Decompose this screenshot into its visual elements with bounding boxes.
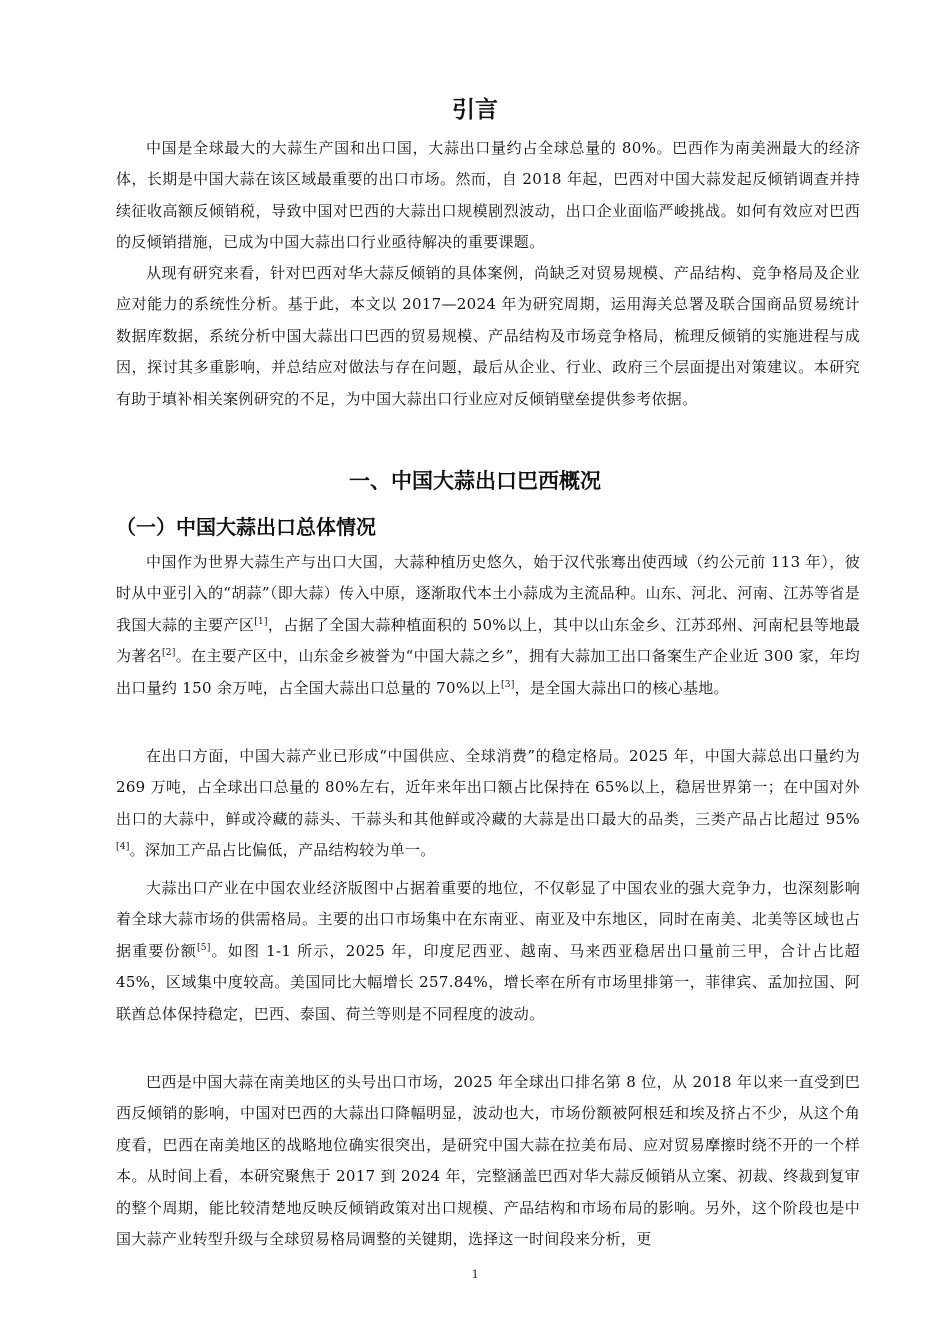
text-run: ，是全国大蒜出口的核心基地。 — [514, 678, 729, 697]
body-paragraph-4: 巴西是中国大蒜在南美地区的头号出口市场，2025 年全球出口排名第 8 位，从 2018 年以来一直受到巴西反倾销的影响，中国对巴西的大蒜出口降幅明显，波动也大，市场份额被阿根廷和埃及挤占不少，从这个角度看，巴西在南美地区的战略地位确实很突出，是研究中国大蒜在拉美布局、应对贸易摩擦时绕不开的一个样本。从时间上看，本研究聚焦于 2017 到 2024 年，完整涵盖巴西对华大蒜反倾销从立案、初裁、终裁到复审的整个周期，能比较清楚地反映反倾销政策对出口规模、产品结构和市场布局的影响。另外，这个阶段也是中国大蒜产业转型升级与全球贸易格局调整的关键期，选择这一时间段来分析，更 — [116, 1073, 860, 1249]
page-number: 1 — [471, 1266, 479, 1281]
intro-paragraph-1: 中国是全球最大的大蒜生产国和出口国，大蒜出口量约占全球总量的 80%。巴西作为南美洲最大的经济体，长期是中国大蒜在该区域最重要的出口市场。然而，自 2018 年起，巴西对中国大蒜发起反倾销调查并持续征收高额反倾销税，导致中国对巴西的大蒜出口规模剧烈波动，出口企业面临严峻挑战。如何有效应对巴西的反倾销措施，已成为中国大蒜出口行业亟待解决的重要课题。 — [116, 139, 860, 252]
citation-4: [4] — [116, 842, 130, 853]
text-run: 。在主要产区中，山东金乡被誉为“中国大蒜之乡”，拥有大蒜加工出口备案生产企业近 300 家，年均出口量约 150 余万吨，占全国大蒜出口总量的 70%以上 — [116, 647, 860, 697]
citation-3: [3] — [500, 679, 515, 690]
intro-heading: 引言 — [452, 97, 498, 123]
text-run: 。深加工产品占比偏低，产品结构较为单一。 — [129, 841, 436, 860]
subsection-1-heading: （一）中国大蒜出口总体情况 — [116, 515, 376, 539]
intro-paragraph-2: 从现有研究来看，针对巴西对华大蒜反倾销的具体案例，尚缺乏对贸易规模、产品结构、竞争格局及企业应对能力的系统性分析。基于此，本文以 2017—2024 年为研究周期，运用海关总署及联合国商品贸易统计数据库数据，系统分析中国大蒜出口巴西的贸易规模、产品结构及市场竞争格局，梳理反倾销的实施进程与成因，探讨其多重影响，并总结应对做法与存在问题，最后从企业、行业、政府三个层面提出对策建议。本研究有助于填补相关案例研究的不足，为中国大蒜出口行业应对反倾销壁垒提供参考依据。 — [116, 264, 860, 408]
body-paragraph-2 — [116, 741, 860, 867]
text-run: 大蒜出口产业在中国农业经济版图中占据着重要的地位，不仅彰显了中国农业的强大竞争力，也深刻影响着全球大蒜市场的供需格局。主要的出口市场集中在东南亚、南亚及中东地区，同时在南美、北美等区域也占据重要份额 — [116, 879, 860, 960]
citation-2: [2] — [162, 648, 176, 659]
section-1-heading: 一、中国大蒜出口巴西概况 — [349, 469, 601, 493]
citation-5: [5] — [197, 942, 211, 953]
text-run: 在出口方面，中国大蒜产业已形成“中国供应、全球消费”的稳定格局。2025 年，中国大蒜总出口量约为 269 万吨，占全球出口总量的 80%左右，近年来年出口额占比保持在 65%以上，稳居世界第一；在中国对外出口的大蒜中，鲜或冷藏的蒜头、干蒜头和其他鲜或冷藏的大蒜是出口最大的品类，三类产品占比超过 95% — [116, 747, 860, 828]
text-run: 中国作为世界大蒜生产与出口大国，大蒜种植历史悠久，始于汉代张骞出使西域（约公元前 113 年），彼时从中亚引入的“胡蒜”（即大蒜）传入中原，逐渐取代本土小蒜成为主流品种。山东、河北、河南、江苏等省是我国大蒜的主要产区 — [116, 553, 860, 634]
body-paragraph-1 — [116, 547, 860, 704]
citation-1: [1] — [254, 616, 268, 627]
text-run: 。如图 1-1 所示，2025 年，印度尼西亚、越南、马来西亚稳居出口量前三甲，合计占比超 45%，区域集中度较高。美国同比大幅增长 257.84%，增长率在所有市场里排第一，菲律宾、孟加拉国、阿联酋总体保持稳定，巴西、泰国、荷兰等则是不同程度的波动。 — [116, 941, 860, 1023]
body-paragraph-3 — [116, 873, 860, 1030]
text-run: ，占据了全国大蒜种植面积的 50%以上，其中以山东金乡、江苏邳州、河南杞县等地最为著名 — [116, 615, 860, 666]
